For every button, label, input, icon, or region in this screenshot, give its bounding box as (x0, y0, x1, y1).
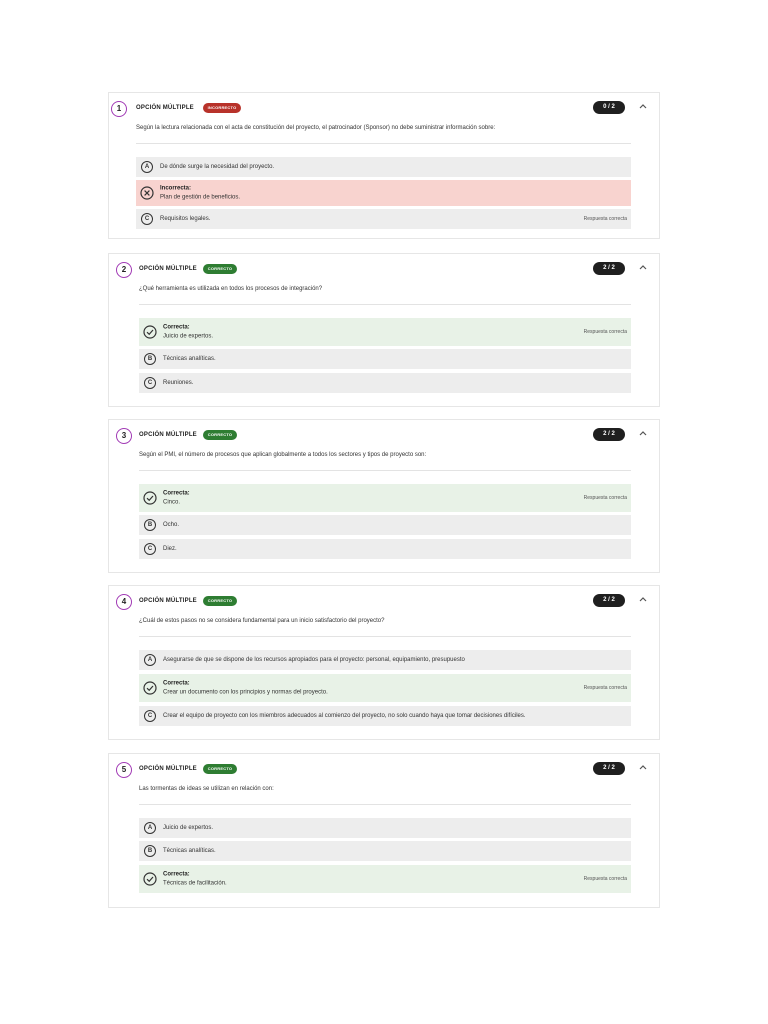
option-text: Juicio de expertos. (163, 825, 214, 831)
option-letter-a: A (144, 654, 156, 666)
score-pill: 2 / 2 (593, 262, 625, 275)
check-circle-icon (143, 681, 157, 695)
status-badge: INCORRECTO (203, 103, 241, 113)
option-letter-a: A (141, 161, 153, 173)
divider (136, 143, 631, 144)
question-number: 3 (116, 428, 132, 444)
option-c (139, 373, 631, 393)
option-b-incorrect (136, 180, 631, 206)
option-letter-b: B (144, 519, 156, 531)
divider (139, 470, 631, 471)
option-text: Crear un documento con los principios y normas del proyecto. (163, 689, 328, 696)
option-a-correct (139, 318, 631, 346)
question-type: OPCIÓN MÚLTIPLE (139, 766, 197, 772)
status-badge: CORRECTO (203, 430, 237, 440)
option-text: Técnicas analíticas. (163, 356, 216, 362)
correct-answer-note: Respuesta correcta (583, 216, 627, 222)
option-letter-c: C (144, 710, 156, 722)
check-circle-icon (143, 872, 157, 886)
option-text: Crear el equipo de proyecto con los miembros adecuados al comienzo del proyecto, no solo cuando haya que tomar decisiones difíciles. (163, 713, 526, 719)
option-text: Plan de gestión de beneficios. (160, 194, 241, 201)
option-c-correct (139, 865, 631, 893)
option-text: Técnicas analíticas. (163, 848, 216, 854)
option-text: Ocho. (163, 522, 180, 528)
option-letter-b: B (144, 353, 156, 365)
question-text: ¿Cuál de estos pasos no se considera fundamental para un inicio satisfactorio del proyecto? (139, 618, 385, 624)
option-b (139, 349, 631, 369)
question-text: ¿Qué herramienta es utilizada en todos los procesos de integración? (139, 286, 323, 292)
option-b (139, 841, 631, 861)
correct-answer-note: Respuesta correcta (583, 876, 627, 882)
option-c (136, 209, 631, 229)
correct-answer-note: Respuesta correcta (583, 495, 627, 501)
correct-label: Correcta: (163, 324, 190, 331)
question-number: 5 (116, 762, 132, 778)
chevron-up-icon[interactable] (638, 428, 648, 438)
option-text: Requisitos legales. (160, 216, 211, 222)
question-number: 1 (111, 101, 127, 117)
chevron-up-icon[interactable] (638, 762, 648, 772)
x-circle-icon (140, 186, 154, 200)
option-b (139, 515, 631, 535)
option-text: Cinco. (163, 499, 181, 506)
incorrect-label: Incorrecta: (160, 185, 192, 192)
question-text: Las tormentas de ideas se utilizan en relación con: (139, 786, 274, 792)
question-text: Según la lectura relacionada con el acta de constitución del proyecto, el patrocinador (Sponsor) no debe suministrar información sobre: (136, 125, 496, 131)
correct-label: Correcta: (163, 680, 190, 687)
option-a (139, 818, 631, 838)
question-number: 4 (116, 594, 132, 610)
status-badge: CORRECTO (203, 264, 237, 274)
option-text: Técnicas de facilitación. (163, 880, 227, 887)
question-text: Según el PMI, el número de procesos que aplican globalmente a todos los sectores y tipos de proyecto son: (139, 452, 427, 458)
option-letter-c: C (144, 543, 156, 555)
check-circle-icon (143, 325, 157, 339)
option-text: Asegurarse de que se dispone de los recursos apropiados para el proyecto: personal, equipamiento, presupuesto (163, 657, 465, 663)
status-badge: CORRECTO (203, 764, 237, 774)
question-card-5 (108, 753, 660, 908)
question-type: OPCIÓN MÚLTIPLE (139, 598, 197, 604)
option-c (139, 706, 631, 726)
question-card-2 (108, 253, 660, 407)
correct-answer-note: Respuesta correcta (583, 685, 627, 691)
question-card-3 (108, 419, 660, 573)
option-b-correct (139, 674, 631, 702)
chevron-up-icon[interactable] (638, 594, 648, 604)
correct-label: Correcta: (163, 871, 190, 878)
option-letter-c: C (141, 213, 153, 225)
score-pill: 2 / 2 (593, 428, 625, 441)
check-circle-icon (143, 491, 157, 505)
option-c (139, 539, 631, 559)
question-card-4 (108, 585, 660, 740)
divider (139, 304, 631, 305)
option-letter-a: A (144, 822, 156, 834)
chevron-up-icon[interactable] (638, 101, 648, 111)
option-a-correct (139, 484, 631, 512)
score-pill: 0 / 2 (593, 101, 625, 114)
chevron-up-icon[interactable] (638, 262, 648, 272)
option-text: Diez. (163, 546, 177, 552)
option-text: Juicio de expertos. (163, 333, 214, 340)
option-a (136, 157, 631, 177)
divider (139, 636, 631, 637)
question-number: 2 (116, 262, 132, 278)
option-a (139, 650, 631, 670)
score-pill: 2 / 2 (593, 762, 625, 775)
question-card-1 (108, 92, 660, 239)
status-badge: CORRECTO (203, 596, 237, 606)
question-type: OPCIÓN MÚLTIPLE (139, 266, 197, 272)
option-letter-c: C (144, 377, 156, 389)
question-type: OPCIÓN MÚLTIPLE (139, 432, 197, 438)
score-pill: 2 / 2 (593, 594, 625, 607)
divider (139, 804, 631, 805)
correct-answer-note: Respuesta correcta (583, 329, 627, 335)
option-text: De dónde surge la necesidad del proyecto. (160, 164, 275, 170)
option-text: Reuniones. (163, 380, 194, 386)
correct-label: Correcta: (163, 490, 190, 497)
question-type: OPCIÓN MÚLTIPLE (136, 105, 194, 111)
option-letter-b: B (144, 845, 156, 857)
